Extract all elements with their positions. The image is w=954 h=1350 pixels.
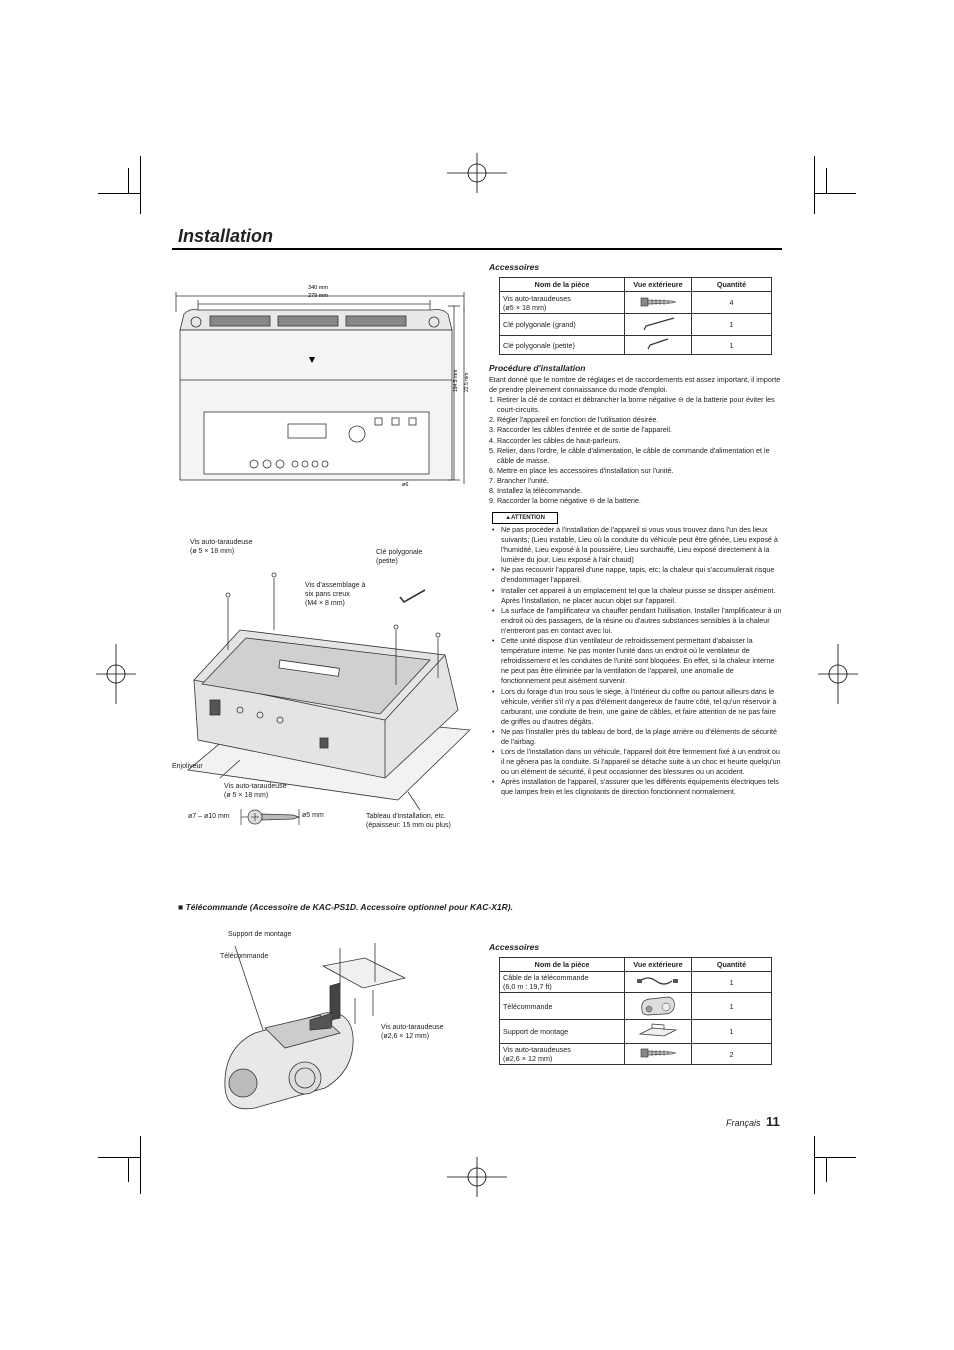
bracket-icon	[636, 1022, 680, 1040]
cable-icon	[636, 973, 680, 989]
procedure-text: Etant donné que le nombre de réglages et de raccordements est assez important, il importe de prendre pleinement connaissance du mode d'emploi. 1. Retirer la clé de contact et débrancher la borne négative ⊖ de la batterie pour éviter les court-circuits. 2. Régler l'appareil en fonction de l'utilisation désirée. 3. Raccorder les câbles d'entrée et de sortie de l'appareil. 4. Raccorder les câbles de haut-parleurs. 5. Relier, dans l'ordre, le câble d'alimentation, le câble de commande d'alimentation et le câble de masse. 6. Mettre en place les accessoires d'installation sur l'unité. 7. Brancher l'unité. 8. Installez la télécommande. 9. Raccorder la borne négative ⊖ de la batterie.	[489, 375, 781, 506]
title-rule	[172, 248, 782, 250]
dim-340: 340 mm	[308, 285, 328, 291]
dim-225: 22.5 mm	[464, 372, 470, 392]
dim-hole: ø6	[402, 482, 409, 488]
label-enjoliveur: Enjoliveur	[172, 763, 203, 770]
dim-279: 279 mm	[308, 293, 328, 299]
footer-language: Français	[726, 1118, 761, 1128]
label-d7-10: ø7 – ø10 mm	[188, 813, 230, 820]
screw-icon	[638, 295, 678, 309]
label-screw-bottom: Vis auto-taraudeuse (ø 5 × 18 mm)	[224, 783, 287, 799]
label-hex-key: Clé polygonale (petite)	[376, 549, 423, 565]
label-remote: Télécommande	[220, 953, 269, 960]
caution-list: • Ne pas procéder à l'installation de l'appareil si vous vous trouvez dans l'un des lieux suivants; (Lieu instable, Lieu où la conduite du véhicule peut être gênée, Lieu exposé à l'humidité, Lieu exposé à la poussière, Lieu surchauffé, Lieu exposé directement à la lumière du jour, Lieu exposé à l'air chaud) • Ne pas recouvrir l'appareil d'une nappe, tapis, etc; la chaleur qui s'accumulerait risque d'endommager l'appareil. • Installer cet appareil à un emplacement tel que la chaleur puisse se dissiper aisément. Après l'installation, ne placer aucun objet sur l'appareil. • La surface de l'amplificateur va chauffer pendant l'utilisation. Installer l'amplificateur à un endroit où des passagers, de la résine ou d'autres substances sensibles à la chaleur n'entreront pas en contact avec lui. • Cette unité dispose d'un ventilateur de refroidissement permettant d'abaisser la température interne. Ne pas monter l'unité dans un endroit où le ventilateur de refroidissement et les conduites de l'unité sont bloquées. En effet, si la chaleur interne ne peut pas être éliminée par la ventilation de l'appareil, une anomalie de fonctionnement peut aisément survenir. • Lors du forage d'un trou sous le siège, à l'intérieur du coffre ou partout ailleurs dans le véhicule, vérifier s'il n'y a pas d'élément dangereux de l'autre côté, tel qu'un réservoir à carburant, une conduite de frein, une gaine de câbles, et faire attention de ne pas faire de griffes ou d'autres dégâts. • Ne pas l'installer près du tableau de bord, de la plage arrière ou d'éléments de sécurité de l'airbag. • Lors de l'installation dans un véhicule, l'appareil doit être fermement fixé à un endroit ou il ne gênera pas la conduite. Si l'appareil se détache suite à un choc et heurte quelqu'un ou un élément de sécurité, il peut occasionner des blessures ou un accident. • Après installation de l'appareil, s'assurer que les différents équipements électriques tels que lampes frein et les clignotants de direction fonctionnent normalement.	[492, 525, 784, 798]
hex-key-large-icon	[638, 316, 678, 332]
label-d5: ø5 mm	[302, 812, 324, 819]
accessories-table-1: Nom de la pièce Vue extérieure Quantité Vis auto-taraudeuses (ø5 × 18 mm) 4 Clé polygonale (grand) 1 Clé polygonale (petite) 1	[499, 277, 772, 355]
label-hex-bolt: Vis d'assemblage à six pans creux (M4 × 8 mm)	[305, 582, 366, 607]
accessories-table-2: Nom de la pièce Vue extérieure Quantité Câble de la télécommande (6,0 m : 19,7 ft) 1 Télécommande 1 Support de montage 1 Vis auto-taraudeuses (ø2,6 × 12 mm) 2	[499, 957, 772, 1065]
attention-badge: ▲ATTENTION	[492, 512, 558, 524]
accessories-title-2: Accessoires	[489, 942, 540, 952]
label-bracket: Support de montage	[228, 931, 292, 938]
dim-194: 194.5 mm	[453, 369, 459, 392]
screw-detail-icon	[237, 805, 301, 829]
page-number: 11	[766, 1114, 780, 1129]
amplifier-dimension-drawing	[170, 282, 475, 492]
label-remote-screw: Vis auto-taraudeuse (ø2,6 × 12 mm)	[381, 1024, 444, 1040]
remote-icon	[636, 994, 680, 1016]
page-title: Installation	[178, 226, 274, 246]
procedure-title: Procédure d'installation	[489, 363, 586, 373]
hex-key-small-icon	[638, 337, 678, 351]
label-screw-top: Vis auto-taraudeuse (ø 5 × 18 mm)	[190, 539, 253, 555]
label-board: Tableau d'installation, etc. (épaisseur: 15 mm ou plus)	[366, 813, 451, 829]
accessories-title: Accessoires	[489, 262, 540, 272]
screw-icon	[638, 1046, 678, 1060]
remote-heading: ■ Télécommande (Accessoire de KAC-PS1D. Accessoire optionnel pour KAC-X1R).	[178, 902, 513, 912]
